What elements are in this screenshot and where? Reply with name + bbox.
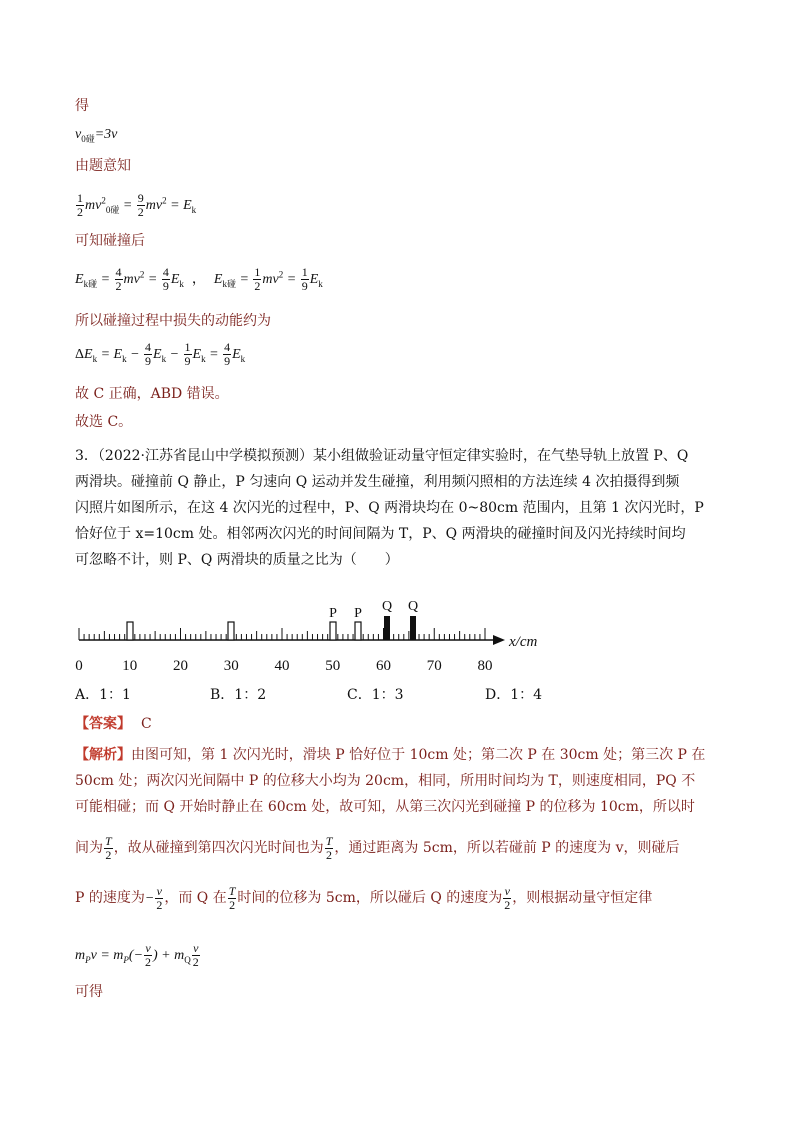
tick-label: 60: [376, 658, 391, 674]
slider-q-frame-2: [410, 616, 416, 640]
text-kede: 可得: [75, 984, 103, 1000]
analysis-line-4: 间为 $\frac{T}{2}$ ，故从碰撞到第四次闪光时间也为 $\frac{T}{2}$ ，通过距离为 5cm，所以若碰前 P 的速度为 v，则碰后: [75, 833, 680, 862]
label-p: P: [354, 606, 362, 621]
question-line: 3．（2022·江苏省昆山中学模拟预测）某小组做验证动量守恒定律实验时，在气垫导轨上放置 P、Q: [75, 448, 689, 464]
question-line: 两滑块。碰撞前 Q 静止，P 匀速向 Q 运动并发生碰撞，利用频闪照相的方法连续 4 次拍摄得到频: [75, 474, 680, 490]
tick-label: 80: [477, 658, 493, 674]
label-q: Q: [381, 600, 393, 614]
equation-kinetic-energy: $\frac{1}{2}$ $mv^2_{0碰}$ = $\frac{9}{2}$ $mv^2 = E_k$: [77, 190, 197, 219]
analysis-bracket: 【解析】: [75, 747, 131, 763]
axis-label: x/cm: [509, 634, 538, 650]
text-gu-c: 故 C 正确，ABD 错误。: [75, 386, 229, 402]
tick-label: 10: [122, 658, 138, 674]
option-a: A．1：1: [75, 687, 131, 703]
tick-label: 70: [426, 658, 442, 674]
text-kezhi: 可知碰撞后: [75, 233, 145, 249]
tick-label: 50: [325, 658, 341, 674]
option-d: D．1：4: [485, 687, 543, 703]
question-line: 恰好位于 x=10cm 处。相邻两次闪光的时间间隔为 T，P、Q 两滑块的碰撞时间及闪光持续时间均: [75, 526, 686, 542]
tick-label: 20: [173, 658, 188, 674]
slider-p-frame-2: [228, 622, 234, 640]
equation-after-collision: $E_{k碰}$ = $\frac{4}{2}$ $mv^2$ = $\frac{4}{9}$ $E_k$ ， $E_{k碰}$ = $\frac{1}{2}$ $mv^2$ = $\frac{1}{9}$ $E_k$: [75, 264, 323, 293]
question-line: 闪照片如图所示，在这 4 次闪光的过程中，P、Q 两滑块均在 0~80cm 范围内，且第 1 次闪光时，P: [75, 500, 704, 516]
tick-label: 40: [274, 658, 290, 674]
text-suoyi: 所以碰撞过程中损失的动能约为: [75, 313, 271, 329]
answer-value: C: [141, 716, 152, 732]
slider-p-frame-3: [330, 622, 336, 640]
slider-q-frame-1: [384, 616, 390, 640]
analysis-line: 50cm 处；两次闪光间隔中 P 的位移大小均为 20cm，相同，所用时间均为 T，则速度相同，PQ 不: [75, 773, 696, 789]
answer-line: [75, 714, 152, 734]
ruler-axis: [79, 628, 505, 645]
tick-label: 0: [75, 658, 83, 674]
equation-v0: $v_{0碰}=3v$: [75, 127, 118, 144]
analysis-line: 可能相碰；而 Q 开始时静止在 60cm 处，故可知，从第三次闪光到碰撞 P 的位移为 10cm，所以时: [75, 799, 695, 815]
tick-label: 30: [223, 658, 239, 674]
question-line: 可忽略不计，则 P、Q 两滑块的质量之比为（ ）: [75, 552, 399, 568]
text-de: 得: [75, 98, 89, 114]
slider-p-frame-4: [355, 622, 361, 640]
equation-energy-loss: $\Delta E_k = E_k$ − $\frac{4}{9}$ $E_k$ − $\frac{1}{9}$ $E_k$ = $\frac{4}{9}$ $E_k$: [75, 340, 246, 369]
answer-bracket: 【答案】: [75, 716, 131, 732]
analysis-line: 由图可知，第 1 次闪光时，滑块 P 恰好位于 10cm 处；第二次 P 在 30cm 处；第三次 P 在: [131, 747, 706, 763]
analysis: [75, 742, 725, 820]
slider-p-frame-1: [127, 622, 133, 640]
equation-momentum: $m_Pv = m_P(-$ $\frac{v}{2}$ ) + $m_Q$ $\frac{v}{2}$: [75, 941, 199, 970]
analysis-line-5: P 的速度为− $\frac{v}{2}$ ，而 Q 在 $\frac{T}{2}$ 时间的位移为 5cm，所以碰后 Q 的速度为 $\frac{v}{2}$ ，则根据动量守恒定律: [75, 883, 653, 913]
flash-photo-figure: [65, 600, 565, 680]
label-q: Q: [407, 600, 419, 614]
question-3: [75, 443, 725, 573]
label-p: P: [329, 606, 337, 621]
option-c: C．1：3: [347, 687, 404, 703]
option-b: B．1：2: [210, 687, 267, 703]
options: [75, 684, 715, 704]
text-youtiyi: 由题意知: [75, 158, 131, 174]
text-guxuan: 故选 C。: [75, 414, 133, 430]
